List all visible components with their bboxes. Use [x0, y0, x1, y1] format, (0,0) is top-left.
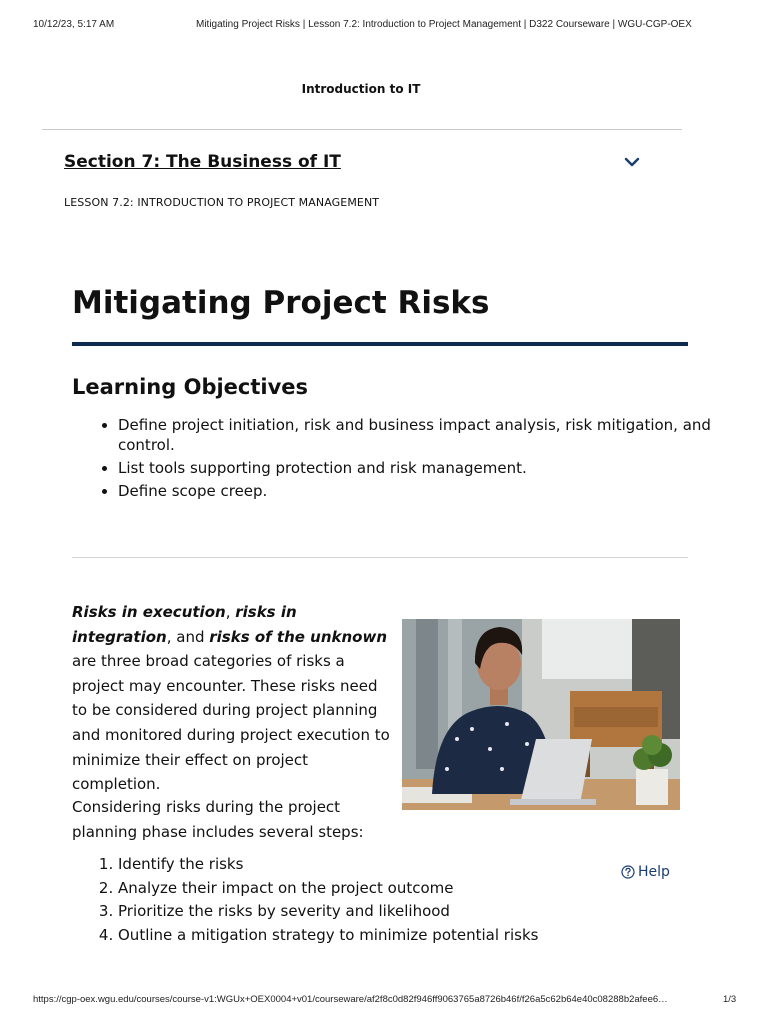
intro-paragraph: Risks in execution, risks in integration, and risks of the unknown are three broad categories of risks a project may encounter. These risks need to be considered during project planning and monitored during project execution to minimize their effect on project completion.	[72, 603, 390, 794]
risk-step-item: 1. Identify the risks	[118, 853, 618, 877]
steps-intro-paragraph: Considering risks during the project planning phase includes several steps:	[72, 798, 364, 841]
risk-step-item: 4. Outline a mitigation strategy to minimize potential risks	[118, 924, 618, 948]
help-button[interactable]	[621, 864, 670, 880]
learning-objectives-list	[72, 415, 718, 504]
chevron-down-icon[interactable]	[623, 155, 641, 169]
objective-item: • Define scope creep.	[118, 481, 718, 501]
course-title: Introduction to IT	[301, 82, 421, 96]
print-page-title: Mitigating Project Risks | Lesson 7.2: Introduction to Project Management | D322 Courseware | WGU-CGP-OEX	[196, 19, 692, 30]
term-risks-in-integration: risks in integration	[72, 603, 297, 646]
risk-steps-list	[72, 853, 618, 947]
lesson-label: LESSON 7.2: INTRODUCTION TO PROJECT MANAGEMENT	[64, 196, 380, 209]
page-title: Mitigating Project Risks	[72, 285, 490, 321]
print-url: https://cgp-oex.wgu.edu/courses/course-v1:WGUx+OEX0004+v01/courseware/af2f8c0d82f946ff9063765a8726b46f/f26a5c62b64e40c08288b2afee6…	[33, 994, 668, 1005]
term-risks-of-the-unknown: risks of the unknown	[209, 627, 388, 646]
title-underline-rule	[72, 342, 688, 346]
print-page-number: 1/3	[723, 994, 737, 1005]
learning-objectives-heading: Learning Objectives	[72, 375, 309, 399]
help-label: Help	[638, 864, 670, 880]
header-divider	[42, 129, 682, 130]
woman-at-laptop-photo	[402, 619, 680, 810]
print-datetime: 10/12/23, 5:17 AM	[33, 19, 115, 30]
risk-step-item: 2. Analyze their impact on the project outcome	[118, 877, 618, 901]
question-circle-icon	[621, 865, 635, 879]
risk-step-item: 3. Prioritize the risks by severity and likelihood	[118, 900, 618, 924]
objective-item: • Define project initiation, risk and business impact analysis, risk mitigation, and control.	[118, 415, 718, 455]
objective-item: • List tools supporting protection and risk management.	[118, 458, 718, 478]
term-risks-in-execution: Risks in execution	[72, 603, 226, 621]
content-divider	[72, 557, 688, 558]
section-title-link[interactable]: Section 7: The Business of IT	[64, 152, 341, 172]
